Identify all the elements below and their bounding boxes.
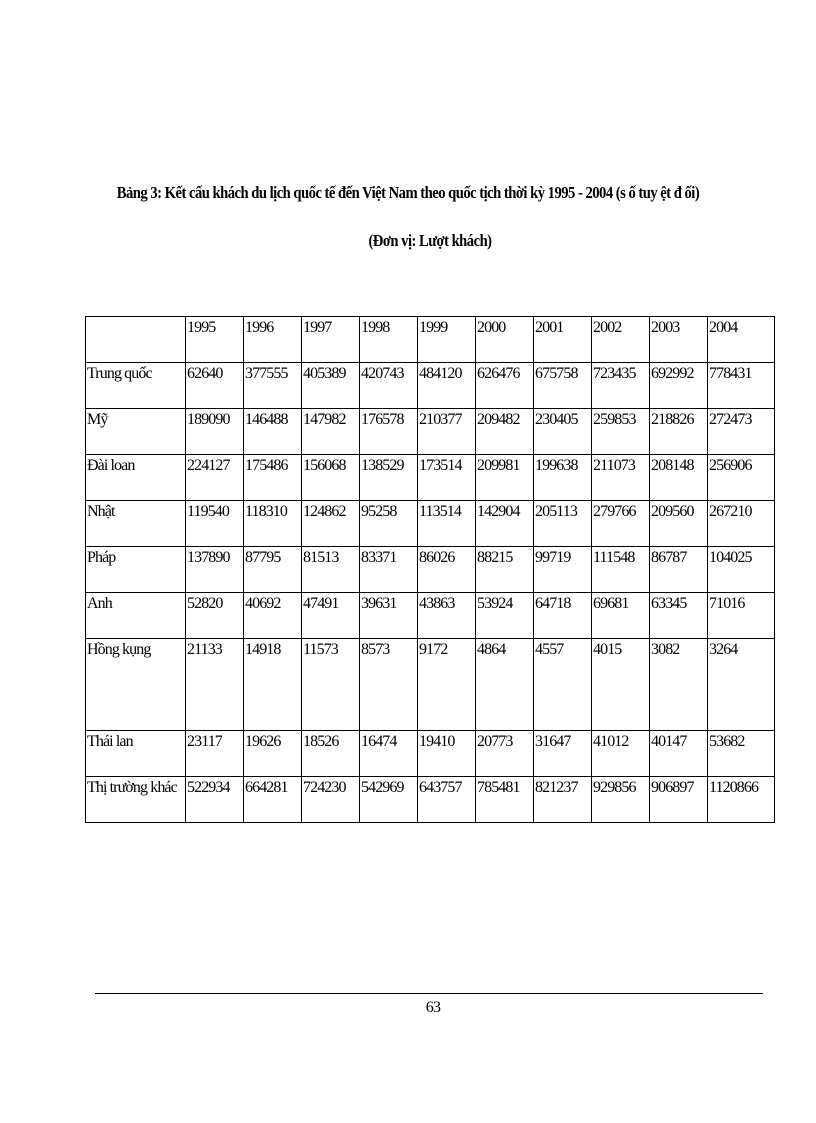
header-row (86, 317, 775, 363)
year-header: 2001 (534, 317, 592, 363)
data-cell: 146488 (244, 409, 302, 455)
data-cell: 377555 (244, 363, 302, 409)
data-cell: 173514 (418, 455, 476, 501)
data-cell: 156068 (302, 455, 360, 501)
data-cell: 40692 (244, 593, 302, 639)
year-header: 1999 (418, 317, 476, 363)
year-header: 1995 (186, 317, 244, 363)
table-row (86, 731, 775, 777)
row-label: Mỹ (86, 409, 186, 455)
data-cell: 259853 (592, 409, 650, 455)
data-cell: 8573 (360, 639, 418, 731)
table-row (86, 501, 775, 547)
row-label: Nhật (86, 501, 186, 547)
table-title: Bảng 3: Kết cấu khách du lịch quốc tế đến Việt Nam theo quốc tịch thời kỳ 1995 - 2004 (s ố tuy ệt đ ối) (116, 183, 700, 202)
data-cell: 4557 (534, 639, 592, 731)
data-cell: 1120866 (708, 777, 775, 823)
data-cell: 20773 (476, 731, 534, 777)
data-cell: 87795 (244, 547, 302, 593)
data-cell: 542969 (360, 777, 418, 823)
page-number: 63 (425, 999, 441, 1016)
data-cell: 52820 (186, 593, 244, 639)
table-row (86, 363, 775, 409)
data-cell: 47491 (302, 593, 360, 639)
data-cell: 205113 (534, 501, 592, 547)
data-cell: 31647 (534, 731, 592, 777)
data-cell: 420743 (360, 363, 418, 409)
data-cell: 224127 (186, 455, 244, 501)
data-cell: 821237 (534, 777, 592, 823)
data-cell: 14918 (244, 639, 302, 731)
table-row (86, 547, 775, 593)
data-cell: 189090 (186, 409, 244, 455)
data-cell: 218826 (650, 409, 708, 455)
data-cell: 88215 (476, 547, 534, 593)
table-row (86, 409, 775, 455)
unit-label: (Đơn vị: Lượt khách) (368, 231, 492, 250)
data-cell: 626476 (476, 363, 534, 409)
data-cell: 104025 (708, 547, 775, 593)
data-cell: 43863 (418, 593, 476, 639)
row-label: Thái lan (86, 731, 186, 777)
data-cell: 39631 (360, 593, 418, 639)
row-label: Trung quốc (86, 363, 186, 409)
row-label: Đài loan (86, 455, 186, 501)
table-row (86, 455, 775, 501)
year-header: 2002 (592, 317, 650, 363)
data-cell: 138529 (360, 455, 418, 501)
data-cell: 81513 (302, 547, 360, 593)
data-cell: 723435 (592, 363, 650, 409)
data-cell: 9172 (418, 639, 476, 731)
data-cell: 176578 (360, 409, 418, 455)
data-cell: 209482 (476, 409, 534, 455)
data-cell: 210377 (418, 409, 476, 455)
tourist-table (85, 316, 775, 823)
data-cell: 142904 (476, 501, 534, 547)
data-cell: 522934 (186, 777, 244, 823)
data-cell: 230405 (534, 409, 592, 455)
data-cell: 785481 (476, 777, 534, 823)
table-body (86, 317, 775, 823)
data-cell: 111548 (592, 547, 650, 593)
data-cell: 4864 (476, 639, 534, 731)
data-cell: 256906 (708, 455, 775, 501)
data-cell: 906897 (650, 777, 708, 823)
data-cell: 175486 (244, 455, 302, 501)
data-cell: 11573 (302, 639, 360, 731)
data-cell: 18526 (302, 731, 360, 777)
data-cell: 4015 (592, 639, 650, 731)
table-row (86, 777, 775, 823)
data-cell: 23117 (186, 731, 244, 777)
data-cell: 64718 (534, 593, 592, 639)
data-cell: 113514 (418, 501, 476, 547)
row-label: Anh (86, 593, 186, 639)
year-header: 2003 (650, 317, 708, 363)
data-cell: 86026 (418, 547, 476, 593)
data-cell: 405389 (302, 363, 360, 409)
data-cell: 3082 (650, 639, 708, 731)
data-cell: 53924 (476, 593, 534, 639)
data-cell: 118310 (244, 501, 302, 547)
data-cell: 484120 (418, 363, 476, 409)
data-cell: 83371 (360, 547, 418, 593)
footer-rule (95, 993, 763, 994)
data-cell: 209560 (650, 501, 708, 547)
data-cell: 272473 (708, 409, 775, 455)
data-cell: 199638 (534, 455, 592, 501)
data-cell: 119540 (186, 501, 244, 547)
data-cell: 147982 (302, 409, 360, 455)
data-cell: 208148 (650, 455, 708, 501)
data-cell: 86787 (650, 547, 708, 593)
data-cell: 19626 (244, 731, 302, 777)
row-label: Pháp (86, 547, 186, 593)
data-cell: 724230 (302, 777, 360, 823)
data-cell: 211073 (592, 455, 650, 501)
data-cell: 21133 (186, 639, 244, 731)
data-cell: 137890 (186, 547, 244, 593)
data-cell: 267210 (708, 501, 775, 547)
year-header: 1996 (244, 317, 302, 363)
data-cell: 99719 (534, 547, 592, 593)
data-cell: 19410 (418, 731, 476, 777)
data-cell: 62640 (186, 363, 244, 409)
year-header: 2004 (708, 317, 775, 363)
data-cell: 692992 (650, 363, 708, 409)
data-cell: 53682 (708, 731, 775, 777)
data-cell: 95258 (360, 501, 418, 547)
data-cell: 929856 (592, 777, 650, 823)
data-cell: 675758 (534, 363, 592, 409)
data-cell: 209981 (476, 455, 534, 501)
data-cell: 124862 (302, 501, 360, 547)
data-cell: 41012 (592, 731, 650, 777)
data-cell: 71016 (708, 593, 775, 639)
data-cell: 3264 (708, 639, 775, 731)
table-row (86, 639, 775, 731)
data-cell: 664281 (244, 777, 302, 823)
corner-cell (86, 317, 186, 363)
data-cell: 279766 (592, 501, 650, 547)
table-row (86, 593, 775, 639)
year-header: 1998 (360, 317, 418, 363)
row-label: Hồng kụng (86, 639, 186, 731)
row-label: Thị trường khác (86, 777, 186, 823)
data-cell: 40147 (650, 731, 708, 777)
data-cell: 778431 (708, 363, 775, 409)
year-header: 1997 (302, 317, 360, 363)
year-header: 2000 (476, 317, 534, 363)
data-cell: 643757 (418, 777, 476, 823)
data-cell: 69681 (592, 593, 650, 639)
data-cell: 16474 (360, 731, 418, 777)
data-cell: 63345 (650, 593, 708, 639)
